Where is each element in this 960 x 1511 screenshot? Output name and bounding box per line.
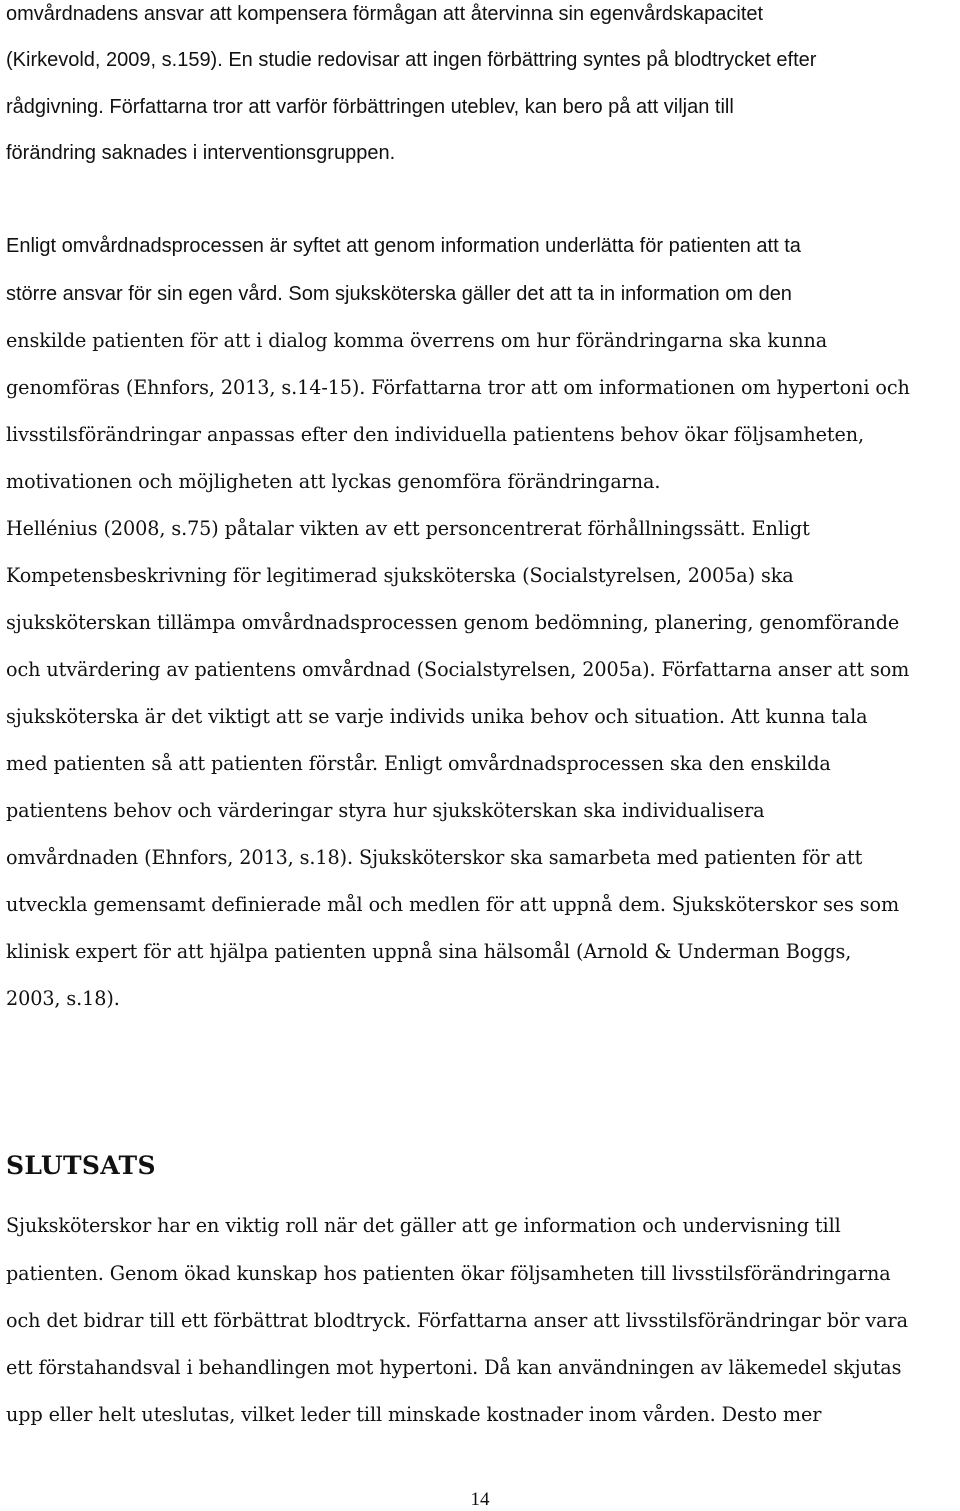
body-text-segment: Som sjuksköterska gäller det att ta in information om den (288, 283, 792, 305)
body-text-segment: Sjuksköterskor ska samarbeta med patienten för att (359, 846, 863, 869)
body-text-segment: Författarna tror att om informationen om hypertoni och (371, 376, 910, 399)
body-text-segment: och utvärdering av patientens omvårdnad (Socialstyrelsen, 2005a). (6, 658, 662, 681)
body-text-line: sjuksköterskan tillämpa omvårdnadsprocessen genom bedömning, planering, genomförande (6, 611, 900, 634)
body-text-line: enskilde patienten för att i dialog komma överrens om hur förändringarna ska kunna (6, 329, 828, 352)
body-text-line: klinisk expert för att hjälpa patienten uppnå sina hälsomål (Arnold & Underman Boggs, (6, 940, 852, 963)
body-text-segment: Enligt (751, 517, 810, 540)
body-text-line: Kompetensbeskrivning för legitimerad sjuksköterska (Socialstyrelsen, 2005a) ska (6, 564, 794, 587)
body-text-line: livsstilsförändringar anpassas efter den individuella patientens behov ökar följsamheten, (6, 423, 864, 446)
body-text-line (6, 893, 899, 917)
body-text-line (6, 752, 831, 776)
body-text-line (6, 846, 862, 870)
body-text-line: rådgivning. Författarna tror att varför förbättringen uteblev, kan bero på att viljan till (6, 96, 734, 118)
body-text-segment: sjuksköterska är det viktigt att se varje individs unika behov och situation. (6, 705, 731, 728)
body-text-line: förändring saknades i interventionsgruppen. (6, 142, 396, 164)
body-text-line: ett förstahandsval i behandlingen mot hypertoni. Då kan användningen av läkemedel skjutas (6, 1356, 902, 1379)
body-text-line: patientens behov och värderingar styra hur sjuksköterskan ska individualisera (6, 799, 765, 822)
body-text-segment: genomföras (Ehnfors, 2013, s.14-15). (6, 376, 372, 399)
section-heading: SLUTSATS (6, 1151, 156, 1180)
body-text-line: 2003, s.18). (6, 987, 120, 1010)
body-text-line (6, 376, 910, 400)
body-text-line: Enligt omvårdnadsprocessen är syftet att genom information underlätta för patienten att ta (6, 235, 801, 257)
body-text-segment: Enligt omvårdnadsprocessen ska den enskilda (383, 752, 831, 775)
body-text-line (6, 517, 810, 541)
body-text-line (6, 705, 868, 729)
body-text-line: upp eller helt uteslutas, vilket leder till minskade kostnader inom vården. Desto mer (6, 1403, 822, 1426)
body-text-line: patienten. Genom ökad kunskap hos patienten ökar följsamheten till livsstilsförändringarna (6, 1262, 891, 1285)
body-text-line: motivationen och möjligheten att lyckas genomföra förändringarna. (6, 470, 661, 493)
body-text-line (6, 282, 792, 306)
body-text-segment: Att kunna tala (730, 705, 868, 728)
body-text-segment: utveckla gemensamt definierade mål och medlen för att uppnå dem. (6, 893, 672, 916)
body-text-line: och det bidrar till ett förbättrat blodtryck. Författarna anser att livsstilsförändringar bör vara (6, 1309, 908, 1332)
body-text-line: Sjuksköterskor har en viktig roll när det gäller att ge information och undervisning till (6, 1214, 841, 1237)
body-text-segment: större ansvar för sin egen vård. (6, 283, 289, 305)
body-text-line (6, 658, 909, 682)
page-number: 14 (470, 1489, 490, 1510)
body-text-segment: Hellénius (2008, s.75) påtalar vikten av ett personcentrerat förhållningssätt. (6, 517, 752, 540)
body-text-segment: omvårdnaden (Ehnfors, 2013, s.18). (6, 846, 360, 869)
body-text-segment: Sjuksköterskor ses som (671, 893, 900, 916)
body-text-segment: med patienten så att patienten förstår. (6, 752, 384, 775)
body-text-segment: Författarna anser att som (661, 658, 910, 681)
body-text-line: omvårdnadens ansvar att kompensera förmågan att återvinna sin egenvårdskapacitet (6, 3, 764, 25)
body-text-line: (Kirkevold, 2009, s.159). En studie redovisar att ingen förbättring syntes på blodtrycket efter (6, 49, 817, 71)
